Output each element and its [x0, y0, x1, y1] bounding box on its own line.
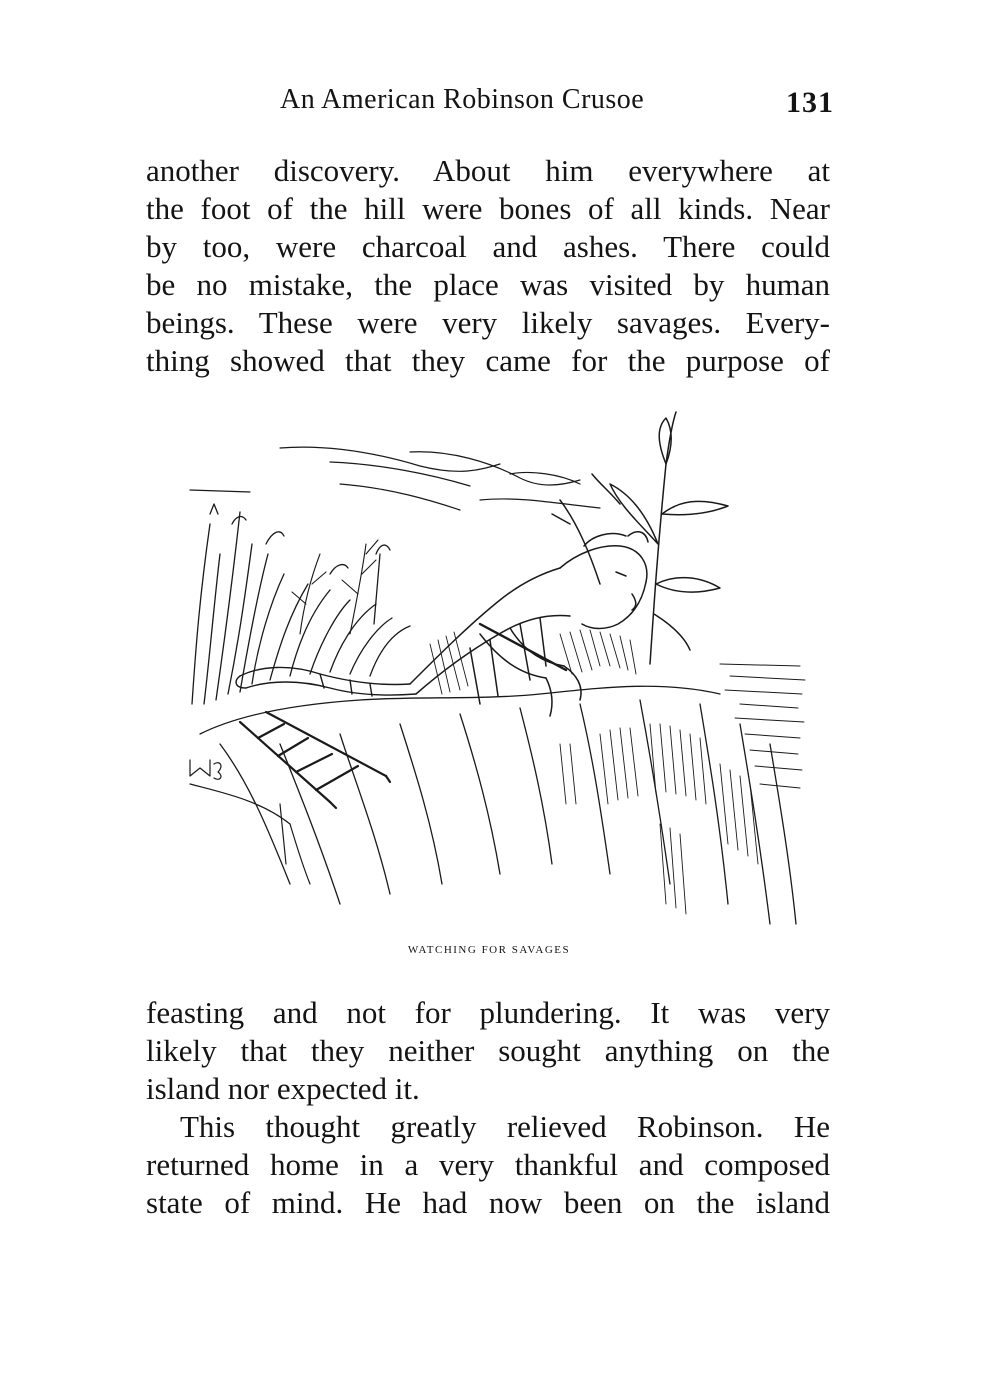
text-line: feasting and not for plundering. It was very [146, 995, 830, 1030]
text-line: another discovery. About him everywhere at [146, 153, 830, 188]
text-line: thing showed that they came for the purpose of [146, 343, 830, 378]
tall-plant [552, 412, 728, 664]
text-line: by too, were charcoal and ashes. There could [146, 229, 830, 264]
text-line: likely that they neither sought anything on the [146, 1033, 830, 1068]
paragraph-continued [146, 152, 830, 380]
shading-hatch [430, 630, 636, 694]
cliff-face [200, 686, 796, 924]
text-line: This thought greatly relieved Robinson. He [180, 1109, 830, 1144]
text-line: be no mistake, the place was visited by human [146, 267, 830, 302]
sea-lines [720, 664, 805, 788]
illustration-watching-for-savages [180, 404, 810, 944]
text-line: beings. These were very likely savages. Every- [146, 305, 830, 340]
page-number: 131 [786, 86, 834, 119]
grass-left [192, 504, 410, 704]
man-figure [410, 532, 648, 716]
ground-left [190, 784, 310, 884]
text-line: the foot of the hill were bones of all kinds. Near [146, 191, 830, 226]
text-line: returned home in a very thankful and composed [146, 1147, 830, 1182]
text-line: state of mind. He had now been on the island [146, 1185, 830, 1220]
sky-lines [190, 447, 600, 510]
paragraph-continuation [146, 994, 830, 1222]
illustration-caption: WATCHING FOR SAVAGES [407, 944, 571, 956]
running-title: An American Robinson Crusoe [280, 84, 645, 115]
reaching-arm [236, 667, 416, 696]
text-line: island nor expected it. [146, 1071, 420, 1106]
monogram [190, 760, 221, 779]
running-head [0, 84, 992, 120]
ladder [240, 712, 390, 808]
